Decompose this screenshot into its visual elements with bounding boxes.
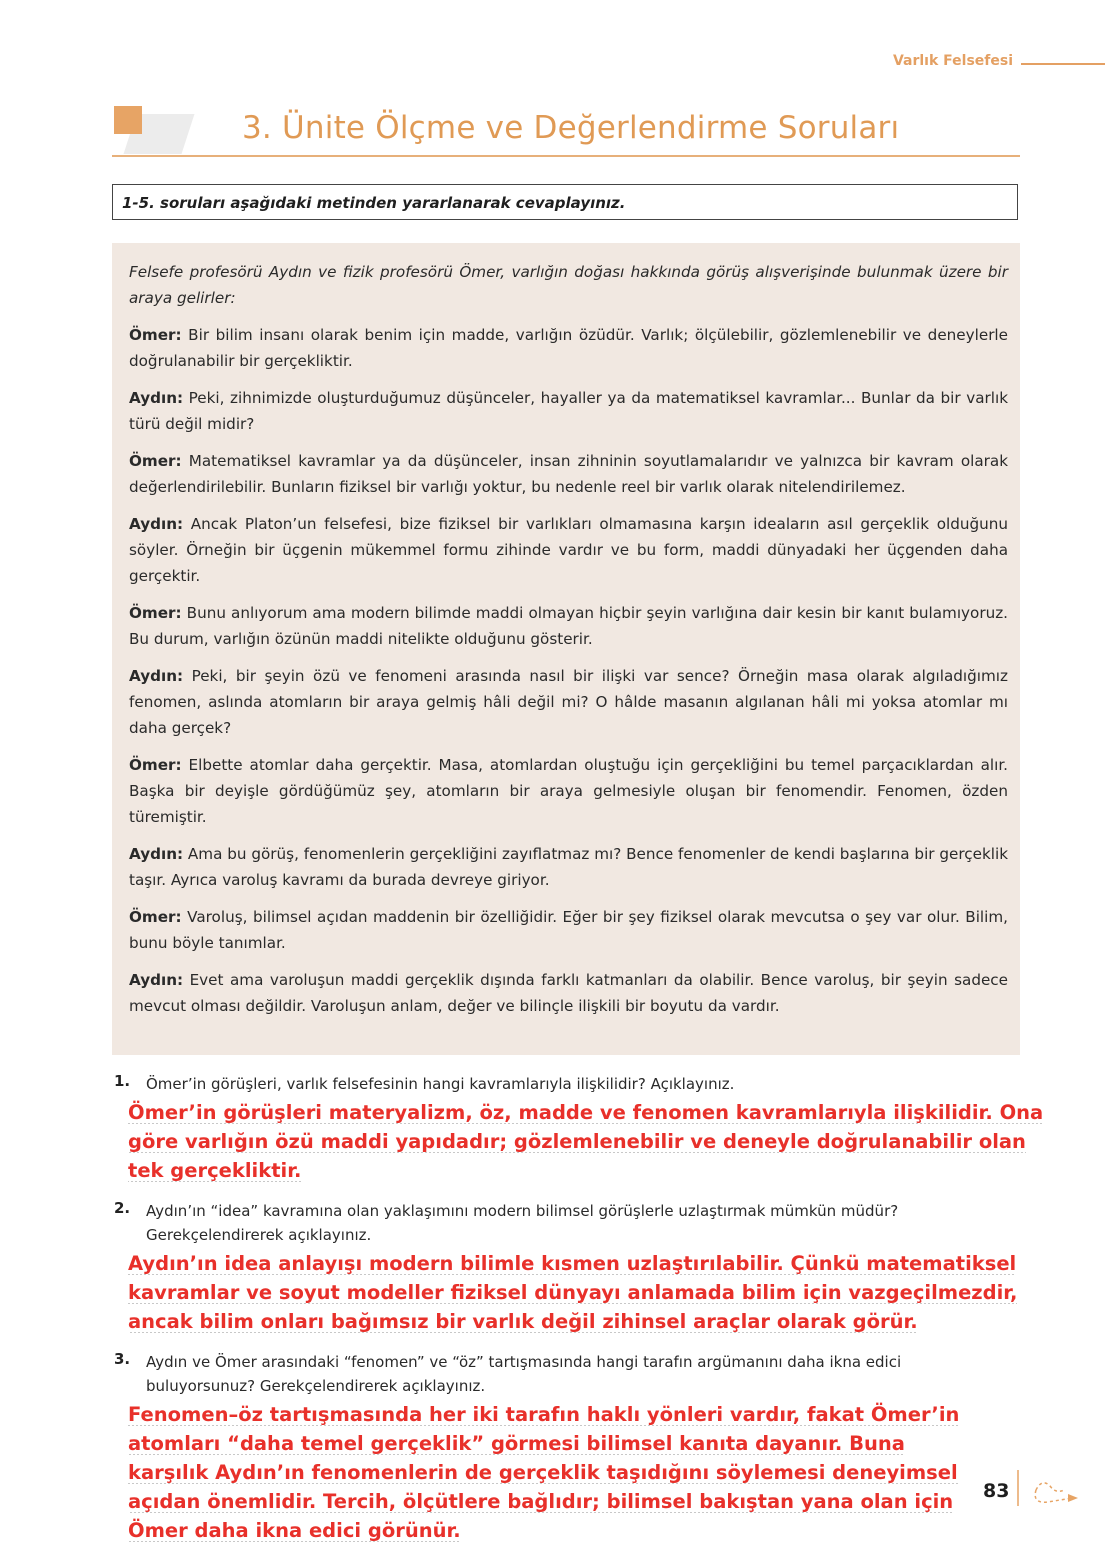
page-number: 83: [983, 1480, 1010, 1502]
speaker-name: Aydın:: [129, 971, 184, 989]
speaker-name: Ömer:: [129, 908, 182, 926]
answer-text-content: Aydın’ın idea anlayışı modern bilimle kısmen uzlaştırılabilir. Çünkü matematiksel kavramlar ve soyut modeller fiziksel dünyayı anlamada bilim için vazgeçilmezdir, ancak bilim onları bağımsız bir varlık değil zihinsel araçlar olarak görür.: [128, 1252, 1018, 1333]
dialogue-line: [129, 904, 1008, 956]
dialogue-line: [129, 600, 1008, 652]
dialogue-box: [112, 243, 1020, 1055]
speaker-name: Aydın:: [129, 667, 184, 685]
dialogue-line: [129, 967, 1008, 1019]
title-decoration-square: [114, 106, 142, 134]
dialogue-intro: Felsefe profesörü Aydın ve fizik profesörü Ömer, varlığın doğası hakkında görüş alışverişinde bulunmak üzere bir araya gelirler:: [129, 263, 1008, 307]
speaker-name: Ömer:: [129, 604, 182, 622]
dialogue-text: Peki, bir şeyin özü ve fenomeni arasında nasıl bir ilişki var sence? Örneğin masa olarak algıladığımız fenomen, aslında atomların bir araya gelmiş hâli değil mi? O hâlde masanın algılanan hâli mi yoksa atomlar mı daha gerçek?: [129, 667, 1008, 737]
speaker-name: Ömer:: [129, 756, 182, 774]
speaker-name: Ömer:: [129, 326, 182, 344]
dialogue-text: Varoluş, bilimsel açıdan maddenin bir özelliğidir. Eğer bir şey fiziksel olarak mevcutsa o şey var olur. Bilim, bunu böyle tanımlar.: [129, 908, 1008, 952]
dialogue-line: [129, 385, 1008, 437]
questions-list: [112, 1072, 1044, 1545]
speaker-name: Aydın:: [129, 515, 184, 533]
dialogue-line: [129, 511, 1008, 589]
answer-text-content: Ömer’in görüşleri materyalizm, öz, madde ve fenomen kavramlarıyla ilişkilidir. Ona göre varlığın özü maddi yapıdadır; gözlemlenebilir ve deneyle doğrulanabilir olan tek gerçekliktir.: [128, 1101, 1044, 1182]
answer-text-content: Fenomen–öz tartışmasında her iki tarafın haklı yönleri vardır, fakat Ömer’in atomları “daha temel gerçeklik” görmesi bilimsel kanıta dayanır. Buna karşılık Aydın’ın fenomenlerin de gerçeklik taşıdığını söylemesi deneyimsel açıdan önemlidir. Tercih, ölçütlere bağlıdır; bilimsel bakıştan yana olan için Ömer daha ikna edici görünür.: [128, 1403, 960, 1542]
dialogue-text: Bir bilim insanı olarak benim için madde, varlığın özüdür. Varlık; ölçülebilir, gözlemlenebilir ve deneylerle doğrulanabilir bir gerçekliktir.: [129, 326, 1008, 370]
instruction-text: 1-5. soruları aşağıdaki metinden yararlanarak cevaplayınız.: [122, 194, 626, 212]
page-title: 3. Ünite Ölçme ve Değerlendirme Soruları: [242, 110, 900, 146]
running-head-rule: [1021, 63, 1105, 65]
question-item: [112, 1199, 1032, 1336]
dialogue-line: [129, 448, 1008, 500]
answer-text: [128, 1098, 1058, 1185]
dialogue-text: Elbette atomlar daha gerçektir. Masa, atomlardan oluştuğu için gerçekliğini bu temel parçacıklardan alır. Başka bir deyişle gördüğümüz şey, atomların bir araya gelmesiyle oluşan bir fenomendir. Fenomen, özden türemiştir.: [129, 756, 1008, 826]
question-number: 1.: [114, 1072, 131, 1090]
dialogue-line: [129, 752, 1008, 830]
question-text: Aydın’ın “idea” kavramına olan yaklaşımını modern bilimsel görüşlerle uzlaştırmak mümkün müdür? Gerekçelendirerek açıklayınız.: [146, 1202, 899, 1244]
speaker-name: Ömer:: [129, 452, 182, 470]
speaker-name: Aydın:: [129, 845, 184, 863]
running-head: [845, 52, 1105, 74]
question-number: 3.: [114, 1350, 131, 1368]
instruction-box: [112, 184, 1018, 220]
question-number: 2.: [114, 1199, 131, 1217]
dialogue-text: Evet ama varoluşun maddi gerçeklik dışında farklı katmanları da olabilir. Bence varoluş, bir şeyin sadece mevcut olması değildir. Varoluşun anlam, değer ve bilinçle ilişkili bir boyutu da vardır.: [129, 971, 1008, 1015]
question-item: [112, 1072, 1044, 1185]
question-item: [112, 1350, 1032, 1545]
dialogue-line: [129, 322, 1008, 374]
answer-text: [128, 1400, 988, 1545]
dialogue-text: Ancak Platon’un felsefesi, bize fiziksel bir varlıkları olmamasına karşın ideaların asıl gerçeklik olduğunu söyler. Örneğin bir üçgenin mükemmel formu zihinde vardır ve bu form, maddi dünyadaki her üçgenden daha gerçektir.: [129, 515, 1008, 585]
dialogue-text: Ama bu görüş, fenomenlerin gerçekliğini zayıflatmaz mı? Bence fenomenler de kendi başlarına bir gerçeklik taşır. Ayrıca varoluş kavramı da burada devreye giriyor.: [129, 845, 1008, 889]
page-corner-arrow-icon: [1012, 1468, 1082, 1523]
question-text: Aydın ve Ömer arasındaki “fenomen” ve “öz” tartışmasında hangi tarafın argümanını daha ikna edici buluyorsunuz? Gerekçelendirerek açıklayınız.: [146, 1353, 902, 1395]
speaker-name: Aydın:: [129, 389, 184, 407]
dialogue-line: [129, 841, 1008, 893]
dialogue-text: Matematiksel kavramlar ya da düşünceler, insan zihninin soyutlamalarıdır ve yalnızca bir kavram olarak değerlendirilebilir. Bunların fiziksel bir varlığı yoktur, bu nedenle reel bir varlık olarak nitelendirilemez.: [129, 452, 1008, 496]
title-underline: [112, 155, 1020, 157]
dialogue-line: [129, 663, 1008, 741]
answer-text: [128, 1249, 1058, 1336]
running-head-title: Varlık Felsefesi: [892, 53, 1013, 69]
dialogue-text: Peki, zihnimizde oluşturduğumuz düşünceler, hayaller ya da matematiksel kavramlar... Bunlar da bir varlık türü değil midir?: [129, 389, 1008, 433]
dialogue-text: Bunu anlıyorum ama modern bilimde maddi olmayan hiçbir şeyin varlığına dair kesin bir kanıt bulamıyoruz. Bu durum, varlığın özünün maddi nitelikte olduğunu gösterir.: [129, 604, 1008, 648]
question-text: Ömer’in görüşleri, varlık felsefesinin hangi kavramlarıyla ilişkilidir? Açıklayınız.: [146, 1075, 735, 1093]
